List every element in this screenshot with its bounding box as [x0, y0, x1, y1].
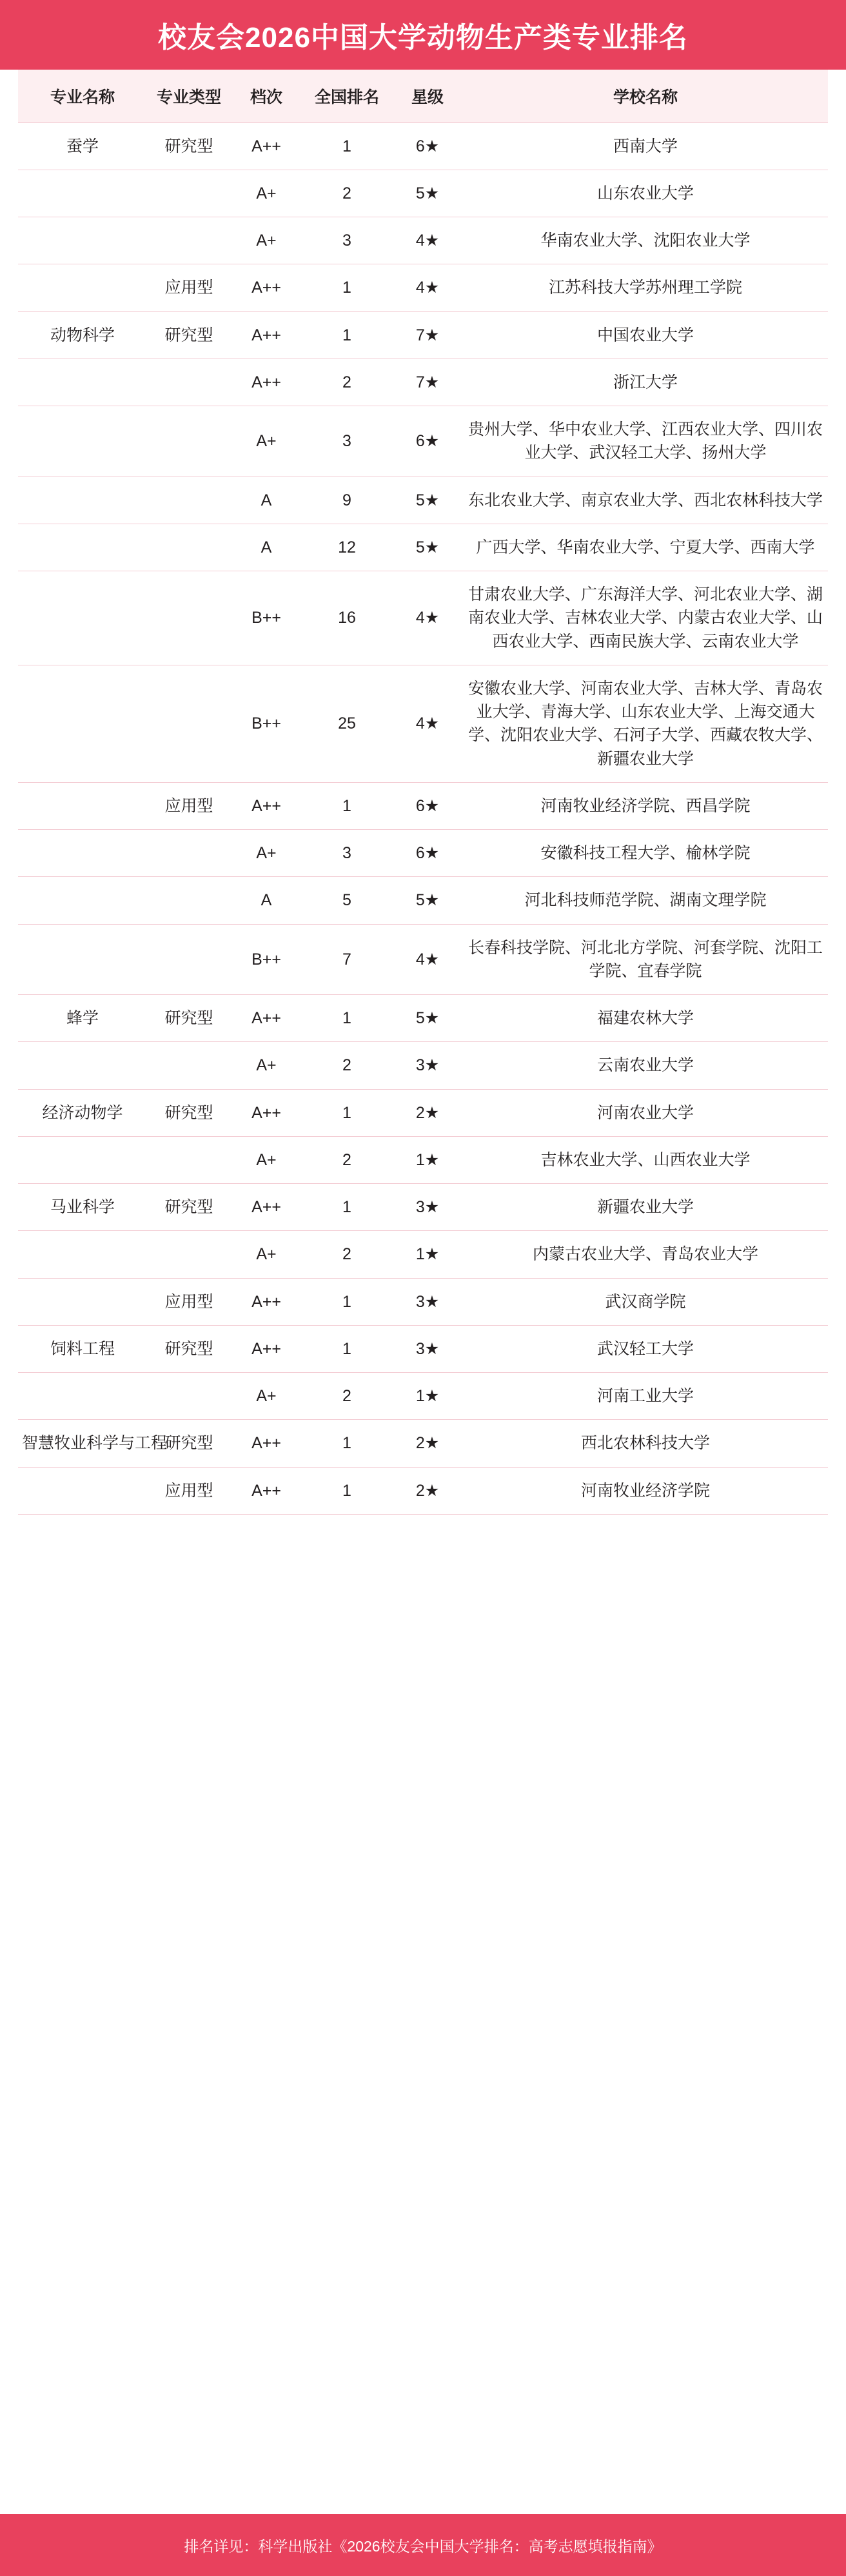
cell-star: 2★: [392, 1420, 463, 1467]
cell-grade: A++: [231, 359, 302, 406]
cell-rank: 1: [302, 264, 392, 311]
table-row: [18, 217, 828, 264]
cell-type: [147, 1231, 231, 1278]
cell-type: [147, 359, 231, 406]
column-header-rank: 全国排名: [302, 70, 392, 123]
cell-rank: 1: [302, 1278, 392, 1325]
cell-type: 应用型: [147, 264, 231, 311]
cell-school: 吉林农业大学、山西农业大学: [463, 1136, 828, 1183]
cell-school: 浙江大学: [463, 359, 828, 406]
cell-school: 安徽农业大学、河南农业大学、吉林大学、青岛农业大学、青海大学、山东农业大学、上海交通大学、沈阳农业大学、石河子大学、西藏农牧大学、新疆农业大学: [463, 665, 828, 782]
cell-grade: A+: [231, 1373, 302, 1420]
cell-major: [18, 830, 147, 877]
table-row: [18, 1325, 828, 1372]
cell-school: 河南牧业经济学院、西昌学院: [463, 782, 828, 829]
cell-type: [147, 665, 231, 782]
cell-rank: 1: [302, 1184, 392, 1231]
cell-rank: 1: [302, 995, 392, 1042]
cell-rank: 1: [302, 1420, 392, 1467]
table-header-row: [18, 70, 828, 123]
cell-rank: 1: [302, 123, 392, 170]
cell-star: 5★: [392, 995, 463, 1042]
cell-major: [18, 524, 147, 571]
footer-note: 排名详见：科学出版社《2026校友会中国大学排名：高考志愿填报指南》: [184, 2537, 662, 2555]
cell-grade: B++: [231, 571, 302, 665]
cell-major: [18, 477, 147, 524]
cell-rank: 2: [302, 1136, 392, 1183]
cell-type: [147, 1136, 231, 1183]
cell-school: 河南农业大学: [463, 1089, 828, 1136]
cell-grade: A++: [231, 1420, 302, 1467]
cell-grade: A++: [231, 1089, 302, 1136]
cell-school: 长春科技学院、河北北方学院、河套学院、沈阳工学院、宜春学院: [463, 924, 828, 995]
table-row: [18, 477, 828, 524]
page-footer: [0, 2514, 846, 2576]
cell-star: 3★: [392, 1325, 463, 1372]
cell-school: 华南农业大学、沈阳农业大学: [463, 217, 828, 264]
page-header: [0, 0, 846, 70]
cell-grade: A++: [231, 123, 302, 170]
cell-type: 应用型: [147, 1278, 231, 1325]
cell-star: 5★: [392, 477, 463, 524]
cell-type: 研究型: [147, 311, 231, 359]
cell-major: 饲料工程: [18, 1325, 147, 1372]
cell-school: 贵州大学、华中农业大学、江西农业大学、四川农业大学、武汉轻工大学、扬州大学: [463, 406, 828, 477]
table-body: [18, 123, 828, 1514]
cell-type: [147, 406, 231, 477]
cell-grade: A+: [231, 830, 302, 877]
cell-rank: 3: [302, 217, 392, 264]
cell-star: 6★: [392, 782, 463, 829]
cell-school: 河南牧业经济学院: [463, 1467, 828, 1514]
cell-star: 2★: [392, 1467, 463, 1514]
cell-major: [18, 359, 147, 406]
cell-major: [18, 1136, 147, 1183]
cell-star: 5★: [392, 524, 463, 571]
cell-rank: 1: [302, 1325, 392, 1372]
cell-school: 东北农业大学、南京农业大学、西北农林科技大学: [463, 477, 828, 524]
cell-major: 动物科学: [18, 311, 147, 359]
cell-major: 马业科学: [18, 1184, 147, 1231]
table-row: [18, 1136, 828, 1183]
cell-grade: A++: [231, 311, 302, 359]
cell-major: 智慧牧业科学与工程: [18, 1420, 147, 1467]
cell-type: [147, 924, 231, 995]
cell-type: [147, 170, 231, 217]
cell-grade: A+: [231, 170, 302, 217]
cell-grade: A++: [231, 1325, 302, 1372]
cell-star: 6★: [392, 406, 463, 477]
cell-rank: 3: [302, 406, 392, 477]
cell-school: 西南大学: [463, 123, 828, 170]
cell-type: [147, 524, 231, 571]
cell-major: [18, 877, 147, 924]
cell-major: [18, 1231, 147, 1278]
table-row: [18, 264, 828, 311]
cell-type: 研究型: [147, 1420, 231, 1467]
cell-grade: B++: [231, 665, 302, 782]
cell-rank: 2: [302, 1042, 392, 1089]
table-row: [18, 170, 828, 217]
cell-type: [147, 830, 231, 877]
cell-major: [18, 217, 147, 264]
cell-rank: 25: [302, 665, 392, 782]
cell-school: 广西大学、华南农业大学、宁夏大学、西南大学: [463, 524, 828, 571]
cell-school: 安徽科技工程大学、榆林学院: [463, 830, 828, 877]
cell-school: 江苏科技大学苏州理工学院: [463, 264, 828, 311]
cell-rank: 2: [302, 359, 392, 406]
table-row: [18, 782, 828, 829]
cell-type: 研究型: [147, 1325, 231, 1372]
cell-grade: A++: [231, 782, 302, 829]
cell-grade: A++: [231, 264, 302, 311]
cell-major: [18, 782, 147, 829]
cell-star: 1★: [392, 1231, 463, 1278]
cell-type: 研究型: [147, 995, 231, 1042]
cell-type: 研究型: [147, 1184, 231, 1231]
table-row: [18, 311, 828, 359]
cell-rank: 2: [302, 170, 392, 217]
cell-star: 1★: [392, 1373, 463, 1420]
table-row: [18, 1278, 828, 1325]
column-header-grade: 档次: [231, 70, 302, 123]
table-row: [18, 406, 828, 477]
table-row: [18, 830, 828, 877]
cell-grade: A++: [231, 1278, 302, 1325]
cell-grade: A++: [231, 1184, 302, 1231]
cell-star: 3★: [392, 1042, 463, 1089]
cell-grade: A: [231, 524, 302, 571]
cell-grade: A: [231, 477, 302, 524]
cell-type: 应用型: [147, 1467, 231, 1514]
cell-school: 山东农业大学: [463, 170, 828, 217]
cell-star: 4★: [392, 924, 463, 995]
cell-rank: 12: [302, 524, 392, 571]
table-header: [18, 70, 828, 123]
cell-major: [18, 170, 147, 217]
cell-type: [147, 877, 231, 924]
cell-major: [18, 571, 147, 665]
cell-rank: 1: [302, 1467, 392, 1514]
cell-rank: 1: [302, 1089, 392, 1136]
cell-rank: 3: [302, 830, 392, 877]
cell-type: 研究型: [147, 123, 231, 170]
cell-star: 4★: [392, 665, 463, 782]
cell-rank: 2: [302, 1373, 392, 1420]
cell-major: [18, 1467, 147, 1514]
cell-major: [18, 264, 147, 311]
ranking-table: [18, 70, 828, 1515]
table-row: [18, 995, 828, 1042]
cell-type: [147, 477, 231, 524]
table-row: [18, 1042, 828, 1089]
page-title: 校友会2026中国大学动物生产类专业排名: [158, 22, 688, 54]
cell-star: 1★: [392, 1136, 463, 1183]
table-row: [18, 1089, 828, 1136]
table-row: [18, 1373, 828, 1420]
cell-school: 武汉轻工大学: [463, 1325, 828, 1372]
table-row: [18, 665, 828, 782]
cell-star: 7★: [392, 311, 463, 359]
column-header-type: 专业类型: [147, 70, 231, 123]
cell-rank: 1: [302, 782, 392, 829]
cell-grade: A+: [231, 1042, 302, 1089]
cell-type: [147, 217, 231, 264]
column-header-school: 学校名称: [463, 70, 828, 123]
table-row: [18, 1420, 828, 1467]
cell-star: 6★: [392, 123, 463, 170]
cell-grade: A+: [231, 1231, 302, 1278]
cell-type: [147, 571, 231, 665]
column-header-major: 专业名称: [18, 70, 147, 123]
cell-school: 云南农业大学: [463, 1042, 828, 1089]
cell-school: 新疆农业大学: [463, 1184, 828, 1231]
cell-star: 3★: [392, 1184, 463, 1231]
cell-grade: A+: [231, 1136, 302, 1183]
cell-star: 7★: [392, 359, 463, 406]
cell-grade: A++: [231, 995, 302, 1042]
cell-type: [147, 1042, 231, 1089]
cell-grade: A: [231, 877, 302, 924]
cell-school: 武汉商学院: [463, 1278, 828, 1325]
cell-school: 甘肃农业大学、广东海洋大学、河北农业大学、湖南农业大学、吉林农业大学、内蒙古农业大学、山西农业大学、西南民族大学、云南农业大学: [463, 571, 828, 665]
cell-major: [18, 924, 147, 995]
table-row: [18, 877, 828, 924]
cell-star: 6★: [392, 830, 463, 877]
cell-major: [18, 665, 147, 782]
cell-major: [18, 1042, 147, 1089]
cell-school: 内蒙古农业大学、青岛农业大学: [463, 1231, 828, 1278]
cell-star: 2★: [392, 1089, 463, 1136]
cell-star: 5★: [392, 877, 463, 924]
table-row: [18, 571, 828, 665]
cell-star: 4★: [392, 217, 463, 264]
ranking-table-wrapper: [18, 70, 828, 1592]
cell-star: 4★: [392, 571, 463, 665]
cell-type: 应用型: [147, 782, 231, 829]
cell-type: 研究型: [147, 1089, 231, 1136]
cell-rank: 9: [302, 477, 392, 524]
cell-major: [18, 1373, 147, 1420]
cell-grade: A++: [231, 1467, 302, 1514]
cell-major: [18, 406, 147, 477]
cell-grade: A+: [231, 217, 302, 264]
table-row: [18, 1231, 828, 1278]
cell-rank: 16: [302, 571, 392, 665]
cell-major: 蚕学: [18, 123, 147, 170]
cell-rank: 5: [302, 877, 392, 924]
table-row: [18, 924, 828, 995]
cell-major: 蜂学: [18, 995, 147, 1042]
cell-rank: 2: [302, 1231, 392, 1278]
cell-school: 西北农林科技大学: [463, 1420, 828, 1467]
cell-rank: 7: [302, 924, 392, 995]
table-row: [18, 1467, 828, 1514]
column-header-star: 星级: [392, 70, 463, 123]
cell-school: 福建农林大学: [463, 995, 828, 1042]
cell-major: 经济动物学: [18, 1089, 147, 1136]
cell-star: 5★: [392, 170, 463, 217]
cell-school: 中国农业大学: [463, 311, 828, 359]
cell-star: 3★: [392, 1278, 463, 1325]
cell-grade: B++: [231, 924, 302, 995]
cell-school: 河北科技师范学院、湖南文理学院: [463, 877, 828, 924]
cell-type: [147, 1373, 231, 1420]
cell-rank: 1: [302, 311, 392, 359]
table-row: [18, 1184, 828, 1231]
table-row: [18, 123, 828, 170]
cell-star: 4★: [392, 264, 463, 311]
cell-school: 河南工业大学: [463, 1373, 828, 1420]
table-row: [18, 524, 828, 571]
table-row: [18, 359, 828, 406]
cell-major: [18, 1278, 147, 1325]
cell-grade: A+: [231, 406, 302, 477]
